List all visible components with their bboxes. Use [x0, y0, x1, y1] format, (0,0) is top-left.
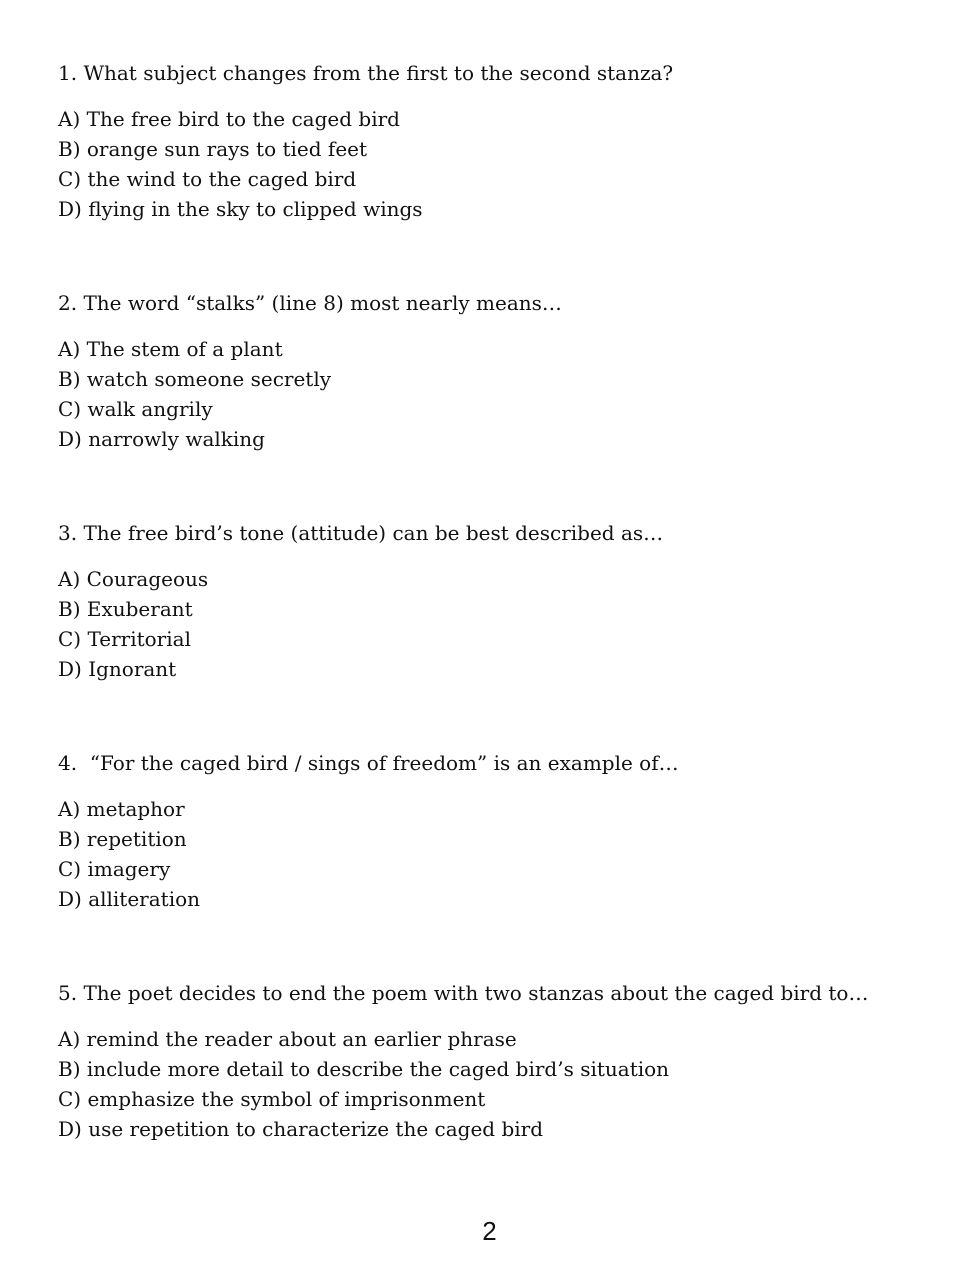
answer-option-d: D) use repetition to characterize the caged bird — [58, 1117, 543, 1141]
answer-option-b: B) repetition — [58, 827, 187, 851]
question-text: 4. “For the caged bird / sings of freedom” is an example of… — [58, 751, 679, 775]
answer-option-d: D) Ignorant — [58, 657, 177, 681]
answer-option-b: B) orange sun rays to tied feet — [58, 137, 368, 161]
answer-option-c: C) Territorial — [58, 627, 191, 651]
answer-option-a: A) Courageous — [58, 567, 209, 591]
question-text: 5. The poet decides to end the poem with two stanzas about the caged bird to… — [58, 981, 869, 1005]
answer-option-b: B) Exuberant — [58, 597, 193, 621]
answer-option-d: D) flying in the sky to clipped wings — [58, 197, 423, 221]
answer-options — [58, 564, 938, 684]
answer-option-a: A) remind the reader about an earlier phrase — [58, 1027, 517, 1051]
answer-options — [58, 794, 938, 914]
answer-option-b: B) include more detail to describe the caged bird’s situation — [58, 1057, 670, 1081]
page-number: 2 — [482, 1216, 497, 1246]
answer-option-c: C) imagery — [58, 857, 171, 881]
question-3 — [58, 518, 938, 684]
question-4 — [58, 748, 938, 914]
question-5 — [58, 978, 938, 1144]
answer-option-c: C) emphasize the symbol of imprisonment — [58, 1087, 486, 1111]
question-text: 1. What subject changes from the first to the second stanza? — [58, 61, 674, 85]
answer-option-d: D) alliteration — [58, 887, 201, 911]
answer-option-c: C) the wind to the caged bird — [58, 167, 357, 191]
question-2 — [58, 288, 938, 454]
answer-option-a: A) metaphor — [58, 797, 185, 821]
question-text: 3. The free bird’s tone (attitude) can be best described as… — [58, 521, 664, 545]
answer-option-d: D) narrowly walking — [58, 427, 265, 451]
question-1 — [58, 58, 938, 224]
question-list — [58, 58, 938, 1208]
answer-option-a: A) The free bird to the caged bird — [58, 107, 400, 131]
answer-options — [58, 104, 938, 224]
question-text: 2. The word “stalks” (line 8) most nearly means… — [58, 291, 562, 315]
answer-options — [58, 334, 938, 454]
answer-option-c: C) walk angrily — [58, 397, 213, 421]
answer-option-b: B) watch someone secretly — [58, 367, 332, 391]
answer-option-a: A) The stem of a plant — [58, 337, 283, 361]
answer-options — [58, 1024, 938, 1144]
